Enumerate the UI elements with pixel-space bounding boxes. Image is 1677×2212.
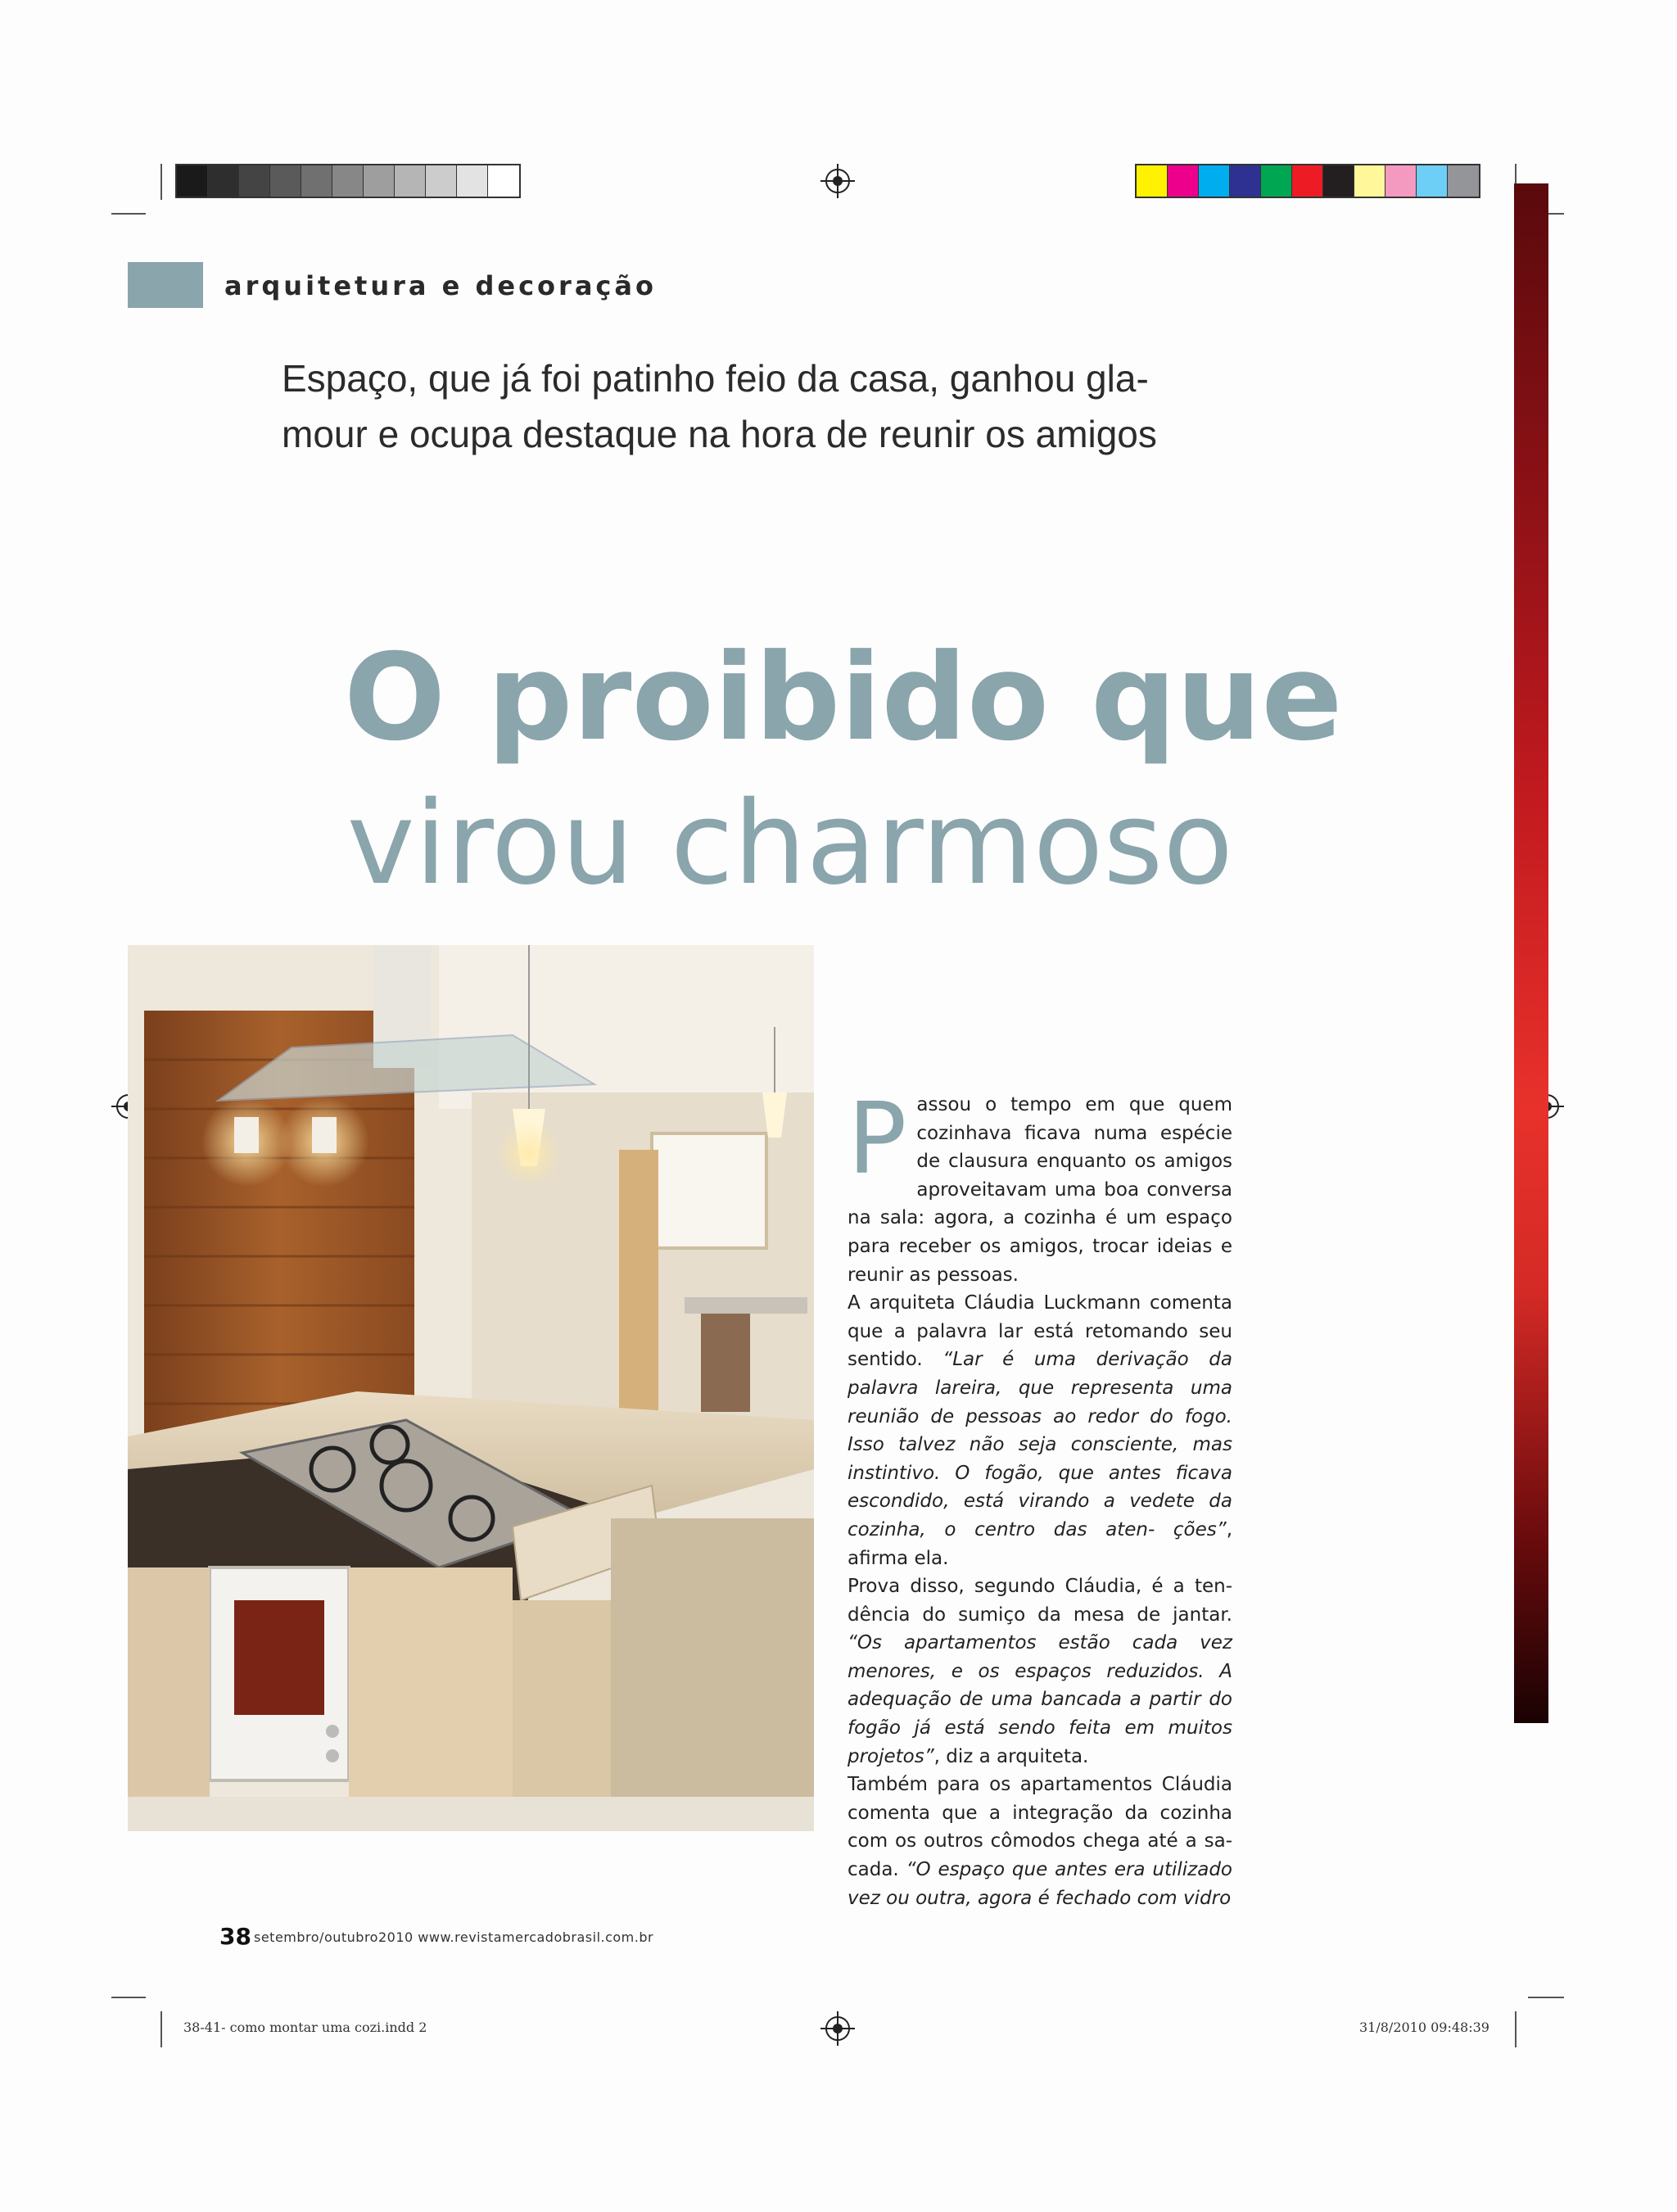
gray-swatch bbox=[177, 165, 208, 197]
article-text: A arquiteta Cláudia Luckmann comenta que a palavra lar está retomando seu sentido. bbox=[848, 1292, 1232, 1371]
footer-text: setembro/outubro2010 www.revistamercadobrasil.com.br bbox=[254, 1929, 654, 1945]
gray-swatch bbox=[364, 165, 395, 197]
gray-swatch bbox=[426, 165, 457, 197]
gray-swatch bbox=[332, 165, 364, 197]
gray-swatch bbox=[208, 165, 239, 197]
registration-mark-icon bbox=[825, 2016, 850, 2041]
section-label: arquitetura e decoração bbox=[224, 270, 657, 301]
kitchen-photo bbox=[128, 945, 814, 1831]
crop-mark bbox=[160, 164, 162, 200]
gray-swatch bbox=[301, 165, 332, 197]
page-title-line2: virou charmoso bbox=[346, 777, 1233, 911]
crop-mark bbox=[160, 2011, 162, 2047]
gray-swatch bbox=[239, 165, 270, 197]
article-text: assou o tempo em que quem cozinhava ficava numa espécie de clausura enquanto os amigos aproveitavam uma boa conversa na sala: agora, a cozinha é um espaço para receber os amigos, trocar ideias e reunir as pessoas. bbox=[848, 1094, 1232, 1286]
page-number: 38 bbox=[219, 1923, 251, 1950]
process-color-bar bbox=[1135, 164, 1480, 198]
article-text: , afirma ela. bbox=[848, 1518, 1232, 1569]
page-title-line1: O proibido que bbox=[344, 628, 1343, 767]
gray-swatch bbox=[457, 165, 488, 197]
article-text: Também para os apartamentos Cláudia comenta que a integração da cozinha com os outros cômodos chega até a sa- cada. bbox=[848, 1774, 1232, 1881]
gray-swatch bbox=[488, 165, 519, 197]
subtitle: Espaço, que já foi patinho feio da casa, ganhou gla- mour e ocupa destaque na hora de reunir os amigos bbox=[282, 357, 1157, 455]
crop-mark bbox=[111, 1997, 146, 1998]
article-text: Prova disso, segundo Cláudia, é a ten- dência do sumiço da mesa de jantar. bbox=[848, 1576, 1232, 1626]
color-swatch bbox=[1230, 165, 1261, 197]
article-paragraph-2 bbox=[848, 1289, 1232, 1572]
registration-mark-icon bbox=[825, 169, 850, 193]
color-swatch bbox=[1385, 165, 1417, 197]
color-swatch bbox=[1448, 165, 1479, 197]
article-body bbox=[848, 1083, 1232, 1912]
color-swatch bbox=[1292, 165, 1323, 197]
grayscale-color-bar bbox=[175, 164, 521, 198]
crop-mark bbox=[1515, 2011, 1517, 2047]
slug-filename: 38-41- como montar uma cozi.indd 2 bbox=[183, 2020, 427, 2035]
kitchen-illustration bbox=[128, 945, 814, 1831]
red-gradient-bar bbox=[1514, 183, 1548, 1723]
article-quote: “Os apartamentos estão cada vez menores, e os espaços reduzidos. A adequação de uma bancada a partir do fogão já está sendo feita em muitos projetos” bbox=[848, 1632, 1232, 1767]
color-swatch bbox=[1354, 165, 1385, 197]
article-quote: “Lar é uma derivação da palavra lareira, que representa uma reunião de pessoas ao redor do fogo. Isso talvez não seja consciente, mas instintivo. O fogão, que antes ficava escondido, está virando a vedete da cozinha, o centro das aten- ções” bbox=[848, 1349, 1232, 1540]
crop-mark bbox=[1528, 1997, 1564, 1998]
color-swatch bbox=[1137, 165, 1168, 197]
slug-timestamp: 31/8/2010 09:48:39 bbox=[1359, 2020, 1489, 2035]
article-text: , diz a arquiteta. bbox=[933, 1745, 1089, 1767]
color-swatch bbox=[1417, 165, 1448, 197]
color-swatch bbox=[1199, 165, 1230, 197]
color-swatch bbox=[1261, 165, 1292, 197]
color-swatch bbox=[1168, 165, 1199, 197]
gray-swatch bbox=[270, 165, 301, 197]
gray-swatch bbox=[395, 165, 426, 197]
article-paragraph-1 bbox=[848, 1083, 1232, 1289]
drop-cap: P bbox=[848, 1083, 907, 1196]
crop-mark bbox=[111, 213, 146, 215]
article-paragraph-4 bbox=[848, 1771, 1232, 1912]
section-color-box bbox=[128, 262, 203, 308]
article-quote: “O espaço que antes era utilizado vez ou outra, agora é fechado com vidro bbox=[848, 1859, 1232, 1909]
color-swatch bbox=[1323, 165, 1354, 197]
article-paragraph-3 bbox=[848, 1572, 1232, 1771]
